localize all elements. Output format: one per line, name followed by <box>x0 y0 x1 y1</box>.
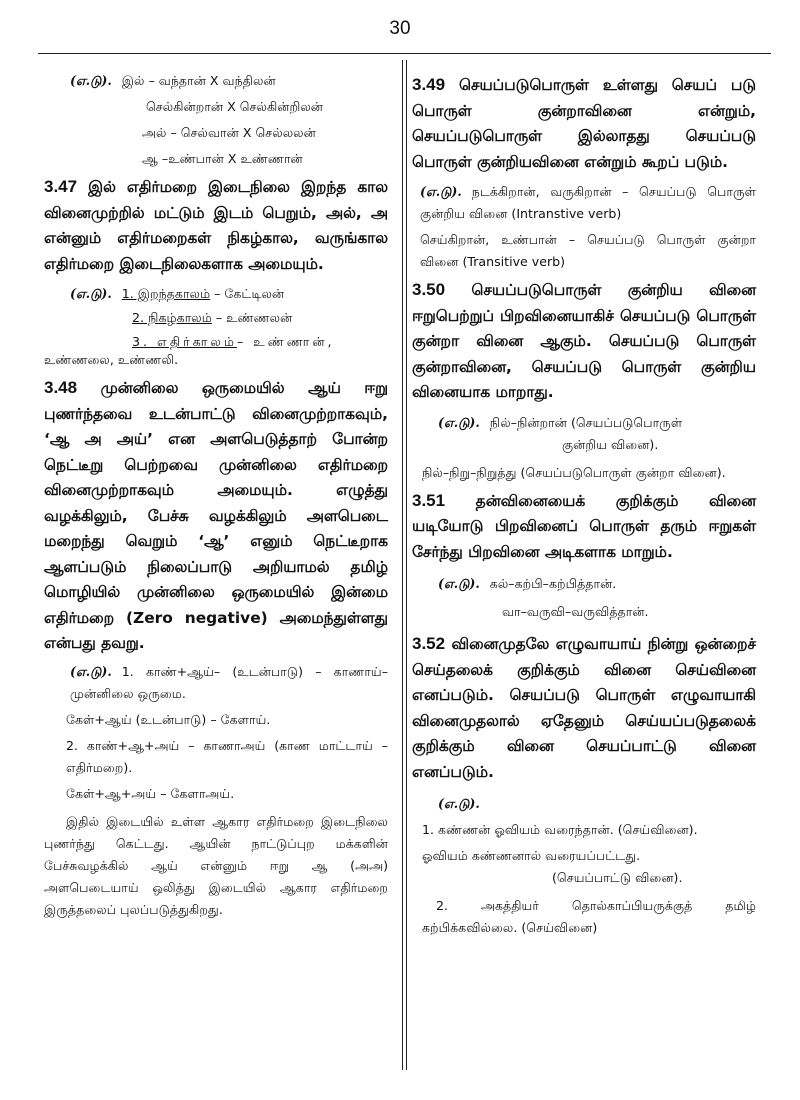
section-3-49 <box>412 72 756 175</box>
example-block <box>412 573 756 623</box>
example-line: 2. அகத்தியர் தொல்காப்பியருக்குத் தமிழ் கற்பிக்கவில்லை. (செய்வினை) <box>422 898 756 935</box>
section-text: செயப்படுபொருள் உள்ளது செயப் படு பொருள் குன்றாவினை என்றும், செயப்படுபொருள் இல்லாதது செயப்படு பொருள் குன்றியவினை என்றும் கூறப் படும். <box>412 76 757 171</box>
section-text: செயப்படுபொருள் குன்றிய வினை ஈறுபெற்றுப் பிறவினையாகிச் செயப்படு பொருள் குன்றா வினை ஆகும். செயப்படு பொருள் குன்றாவினை, செயப்படு பொருள் குன்றிய வினையாக மாறாது. <box>412 281 756 401</box>
example-marker: (எ.டு). <box>70 286 112 301</box>
example-line: ஆ –உண்பான் X உண்ணான் <box>142 151 303 166</box>
page-number: 30 <box>389 18 411 39</box>
example-marker: (எ.டு). <box>420 184 462 199</box>
example-line: கேள்+ஆய் (உடன்பாடு) – கேளாய். <box>66 711 271 727</box>
example-line: 1. காண்+ஆய்– (உடன்பாடு) – காணாய்– முன்னிலை ஒருமை. <box>70 663 388 701</box>
example-line: செய்கிறான், உண்பான் – செயப்படு பொருள் குன்றா வினை (Transitive verb) <box>420 232 756 269</box>
example-block <box>412 793 756 939</box>
example-term: 2. நிகழ்காலம் <box>132 310 212 325</box>
section-text: தன்வினையைக் குறிக்கும் வினை யடியோடு பிறவினைப் பொருள் தரும் ஈறுகள் சேர்ந்து பிறவினை அடிகளாக மாறும். <box>412 491 757 561</box>
section-number: 3.47 <box>44 177 78 196</box>
example-line: அல் – செல்வான் X செல்லலன் <box>142 125 316 140</box>
example-block <box>412 412 756 484</box>
section-3-52 <box>412 631 756 785</box>
section-3-50 <box>412 277 756 406</box>
example-line: – கேட்டிலன் <box>210 286 285 301</box>
section-text: வினைமுதலே எழுவாயாய் நின்று ஒன்றைச் செய்தலைக் குறிக்கும் வினை செய்வினை எனப்படும். செயப்படு பொருள் எழுவாயாகி வினைமுதலால் ஏதேனும் செய்யப்படுதலைக் குறிக்கும் வினை செயப்பாட்டு வினை எனப்படும். <box>412 635 757 781</box>
section-text: முன்னிலை ஒருமையில் ஆய் ஈறு புணர்ந்தவை உடன்பாட்டு வினைமுற்றாகவும், ‘ஆ அ அய்’ என அளபெடுத்தாற் போன்ற நெட்டீறு பெற்றவை முன்னிலை எதிர்மறை வினைமுற்றாகவும் அமையும். எழுத்து வழக்கிலும், பேச்சு வழக்கிலும் அளபெடை மறைந்து வெறும் ‘ஆ’ எனும் நெட்டீறாக ஆளப்படும் நிலைப்பாடு அறியாமல் தமிழ் மொழியில் முன்னிலை ஒருமையில் இன்மை எதிர்மறை (Zero negative) அமைந்துள்ளது என்பது தவறு. <box>44 379 389 652</box>
paragraph: இதில் இடையில் உள்ள ஆகார எதிர்மறை இடைநிலை புணர்ந்து கெட்டது. ஆயின் நாட்டுப்புற மக்களின் பேச்சுவழக்கில் ஆய் என்னும் ஈறு ஆ (அஅ) அளபெடையாய் ஒலித்து இடையில் ஆகார எதிர்மறை இருத்தலைப் புலப்படுத்துகிறது. <box>44 813 388 917</box>
section-3-51 <box>412 488 756 566</box>
section-number: 3.51 <box>412 490 446 510</box>
example-line: இல் – வந்தான் X வந்திலன் <box>121 73 276 88</box>
example-line: ஓவியம் கண்ணனால் வரையப்பட்டது. <box>422 848 641 863</box>
example-line: நடக்கிறான், வருகிறான் – செயப்படு பொருள் குன்றிய வினை (Intranstive verb) <box>420 184 756 221</box>
example-marker: (எ.டு). <box>70 73 112 88</box>
top-rule <box>38 53 771 54</box>
example-line: கேள்+ஆ+அய் – கேளாஅய். <box>66 785 235 801</box>
section-3-47 <box>44 174 388 277</box>
column-divider <box>402 60 407 1070</box>
right-column <box>412 72 756 939</box>
section-number: 3.50 <box>412 280 446 299</box>
example-block <box>44 72 388 168</box>
example-block <box>412 181 756 273</box>
example-line: (செயப்பாட்டு வினை). <box>552 870 683 885</box>
example-line: நில்–நின்றான் (செயப்படுபொருள் <box>489 414 683 430</box>
section-number: 3.48 <box>44 378 78 397</box>
example-line: 1. கண்ணன் ஓவியம் வரைந்தான். (செய்வினை). <box>422 822 698 837</box>
section-number: 3.49 <box>412 75 446 94</box>
left-column <box>44 72 388 921</box>
example-block <box>44 661 388 805</box>
example-line: குன்றிய வினை). <box>562 436 659 452</box>
example-block <box>44 285 388 369</box>
example-marker: (எ.டு). <box>70 663 112 679</box>
example-term: 1. இறந்தகாலம் <box>121 286 211 301</box>
example-term: 3. எதிர்காலம் <box>132 334 237 349</box>
section-number: 3.52 <box>412 634 446 653</box>
example-line: வா–வருவி–வருவித்தான். <box>502 604 649 619</box>
example-line: 2. காண்+ஆ+அய் – காணாஅய் (காண மாட்டாய் – எதிர்மறை). <box>66 737 388 775</box>
example-line: – உண்ணான், <box>236 334 335 349</box>
example-line: உண்ணலை, உண்ணலி. <box>44 352 179 367</box>
section-text: இல் எதிர்மறை இடைநிலை இறந்த கால வினைமுற்றில் மட்டும் இடம் பெறும், அல், அ என்னும் எதிர்மறைகள் நிகழ்கால, வருங்கால எதிர்மறை இடைநிலைகளாக அமையும். <box>44 178 389 273</box>
section-3-48 <box>44 375 388 657</box>
example-line: – உண்ணலன் <box>211 310 293 325</box>
example-line: செல்கின்றான் X செல்கின்றிலன் <box>146 99 324 114</box>
example-marker: (எ.டு). <box>438 576 480 591</box>
example-line: கல்–கற்பி–கற்பித்தான். <box>489 576 617 591</box>
example-marker: (எ.டு). <box>438 796 480 811</box>
example-line: நில்–நிறு–நிறுத்து (செயப்படுபொருள் குன்றா வினை). <box>422 464 726 480</box>
example-marker: (எ.டு). <box>438 414 480 430</box>
